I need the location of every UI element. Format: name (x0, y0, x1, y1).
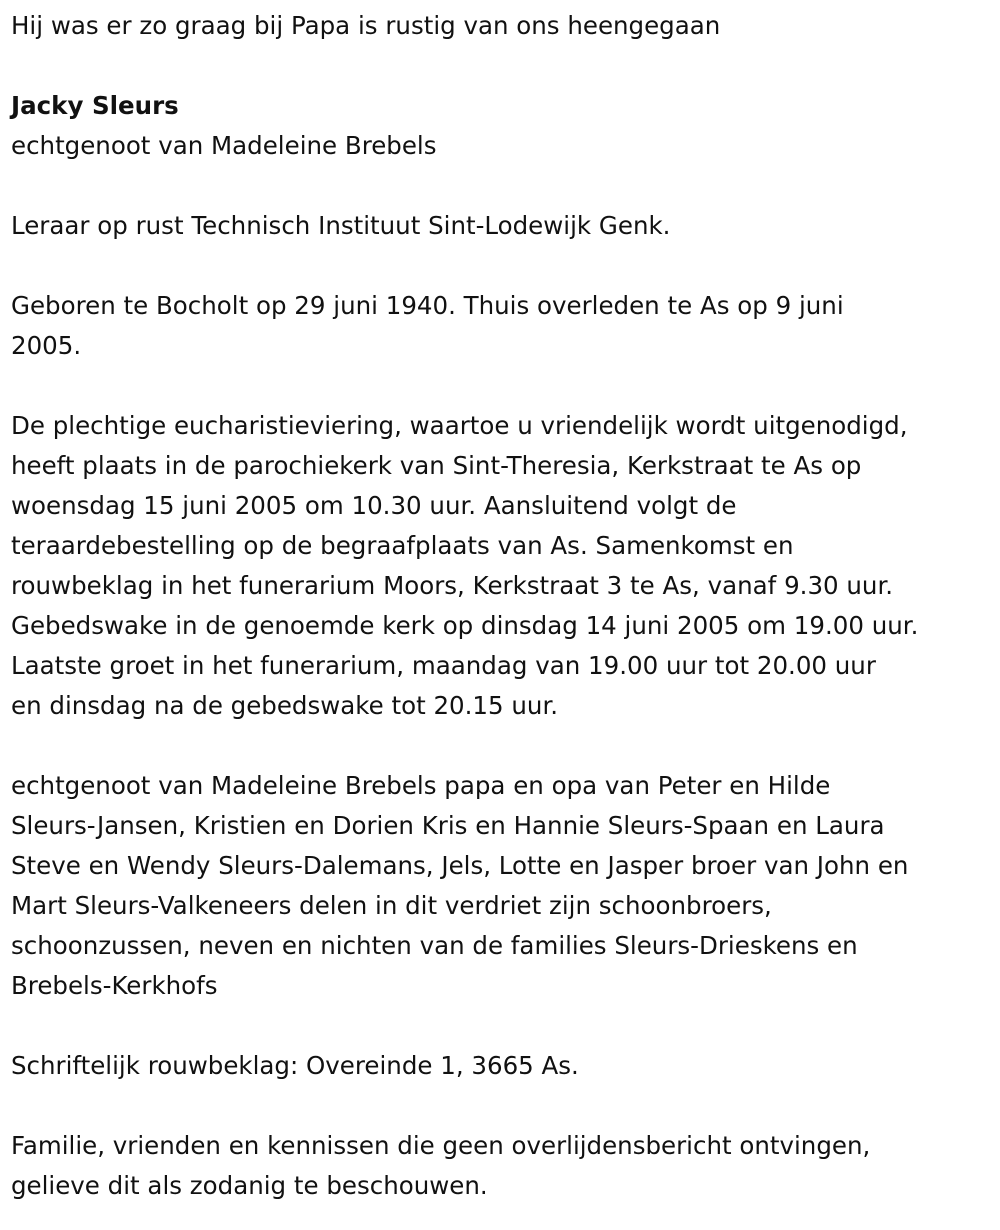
profession-text: Leraar op rust Technisch Instituut Sint-Lodewijk Genk. (11, 211, 671, 240)
spacer (11, 46, 1000, 86)
closing-paragraph (11, 1126, 1000, 1206)
paragraph-line: Steve en Wendy Sleurs-Dalemans, Jels, Lotte en Jasper broer van John en (11, 851, 909, 880)
condolence-address: Schriftelijk rouwbeklag: Overeinde 1, 3665 As. (11, 1051, 579, 1080)
spacer (11, 166, 1000, 206)
birth-death-paragraph (11, 286, 1000, 366)
spouse-text: echtgenoot van Madeleine Brebels (11, 131, 437, 160)
paragraph-line: Sleurs-Jansen, Kristien en Dorien Kris en Hannie Sleurs-Spaan en Laura (11, 811, 885, 840)
intro-text: Hij was er zo graag bij Papa is rustig van ons heengegaan (11, 11, 721, 40)
paragraph-line: woensdag 15 juni 2005 om 10.30 uur. Aansluitend volgt de (11, 491, 737, 520)
paragraph-line: Familie, vrienden en kennissen die geen overlijdensbericht ontvingen, (11, 1131, 871, 1160)
paragraph-line: 2005. (11, 331, 82, 360)
paragraph-line: Brebels-Kerkhofs (11, 971, 218, 1000)
paragraph-line: Geboren te Bocholt op 29 juni 1940. Thuis overleden te As op 9 juni (11, 291, 844, 320)
family-paragraph (11, 766, 1000, 1006)
spacer (11, 726, 1000, 766)
paragraph-line: gelieve dit als zodanig te beschouwen. (11, 1171, 488, 1200)
spacer (11, 246, 1000, 286)
paragraph-line: echtgenoot van Madeleine Brebels papa en opa van Peter en Hilde (11, 771, 831, 800)
paragraph-line: teraardebestelling op de begraafplaats van As. Samenkomst en (11, 531, 794, 560)
spacer (11, 1006, 1000, 1046)
paragraph-line: en dinsdag na de gebedswake tot 20.15 uur. (11, 691, 559, 720)
paragraph-line: Gebedswake in de genoemde kerk op dinsdag 14 juni 2005 om 19.00 uur. (11, 611, 919, 640)
paragraph-line: rouwbeklag in het funerarium Moors, Kerkstraat 3 te As, vanaf 9.30 uur. (11, 571, 894, 600)
spacer (11, 366, 1000, 406)
paragraph-line: Laatste groet in het funerarium, maandag van 19.00 uur tot 20.00 uur (11, 651, 876, 680)
paragraph-line: heeft plaats in de parochiekerk van Sint-Theresia, Kerkstraat te As op (11, 451, 862, 480)
paragraph-line: De plechtige eucharistieviering, waartoe u vriendelijk wordt uitgenodigd, (11, 411, 908, 440)
paragraph-line: Mart Sleurs-Valkeneers delen in dit verdriet zijn schoonbroers, (11, 891, 772, 920)
ceremony-paragraph (11, 406, 1000, 726)
deceased-name: Jacky Sleurs (11, 91, 179, 120)
paragraph-line: schoonzussen, neven en nichten van de families Sleurs-Drieskens en (11, 931, 858, 960)
spacer (11, 1086, 1000, 1126)
